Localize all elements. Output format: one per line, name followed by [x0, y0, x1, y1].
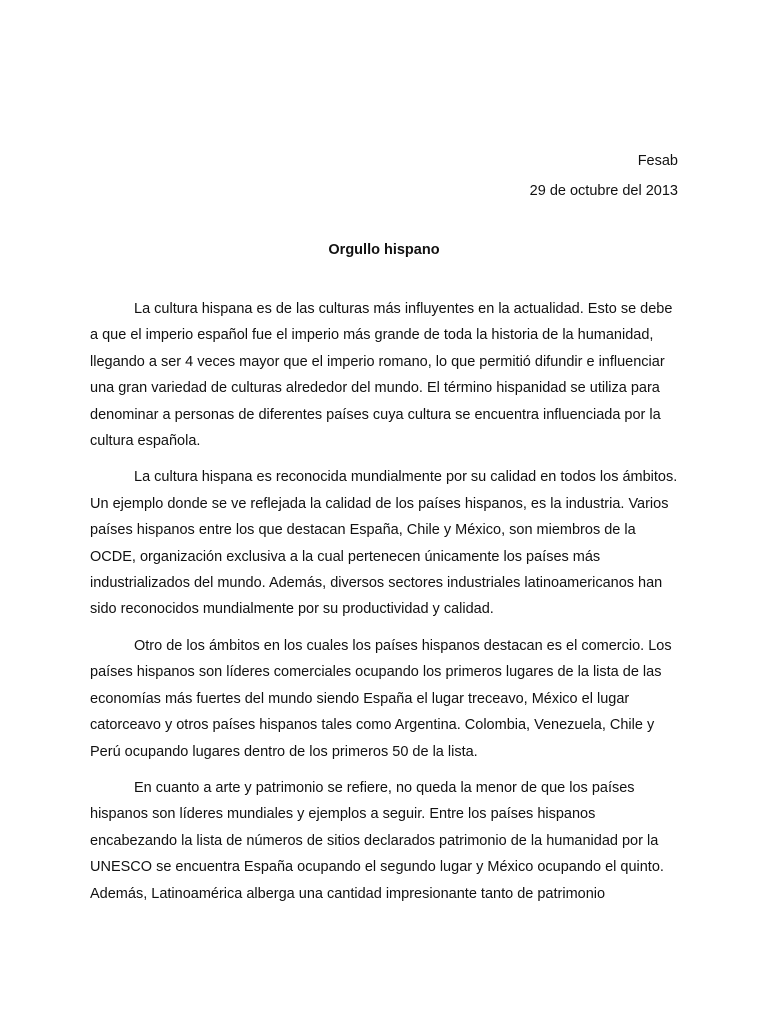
document-body — [90, 296, 682, 917]
paragraph: En cuanto a arte y patrimonio se refiere, no queda la menor de que los países hispanos son líderes mundiales y ejemplos a seguir. Entre los países hispanos encabezando la lista de números de sitios declarados patrimonio de la humanidad por la UNESCO se encuentra España ocupando el segundo lugar y México ocupando el quinto. Además, Latinoamérica alberga una cantidad impresionante tanto de patrimonio — [90, 779, 664, 902]
document-title: Orgullo hispano — [328, 242, 440, 258]
paragraph: La cultura hispana es de las culturas más influyentes en la actualidad. Esto se debe a que el imperio español fue el imperio más grande de toda la historia de la humanidad, llegando a ser 4 veces mayor que el imperio romano, lo que permitió difundir e influenciar una gran variedad de culturas alrededor del mundo. El término hispanidad se utiliza para denominar a personas de diferentes países cuya cultura se encuentra influenciada por la cultura española. — [90, 301, 673, 450]
author-name: Fesab — [637, 153, 678, 169]
paragraph: La cultura hispana es reconocida mundialmente por su calidad en todos los ámbitos. Un ejemplo donde se ve reflejada la calidad de los países hispanos, es la industria. Varios países hispanos entre los que destacan España, Chile y México, son miembros de la OCDE, organización exclusiva a la cual pertenecen únicamente los países más industrializados del mundo. Además, diversos sectores industriales latinoamericanos han sido reconocidos mundialmente por su productividad y calidad. — [90, 469, 678, 618]
document-date: 29 de octubre del 2013 — [529, 183, 678, 199]
paragraph: Otro de los ámbitos en los cuales los países hispanos destacan es el comercio. Los países hispanos son líderes comerciales ocupando los primeros lugares de la lista de las economías más fuertes del mundo siendo España el lugar treceavo, México el lugar catorceavo y otros países hispanos tales como Argentina. Colombia, Venezuela, Chile y Perú ocupando lugares dentro de los primeros 50 de la lista. — [90, 637, 672, 760]
